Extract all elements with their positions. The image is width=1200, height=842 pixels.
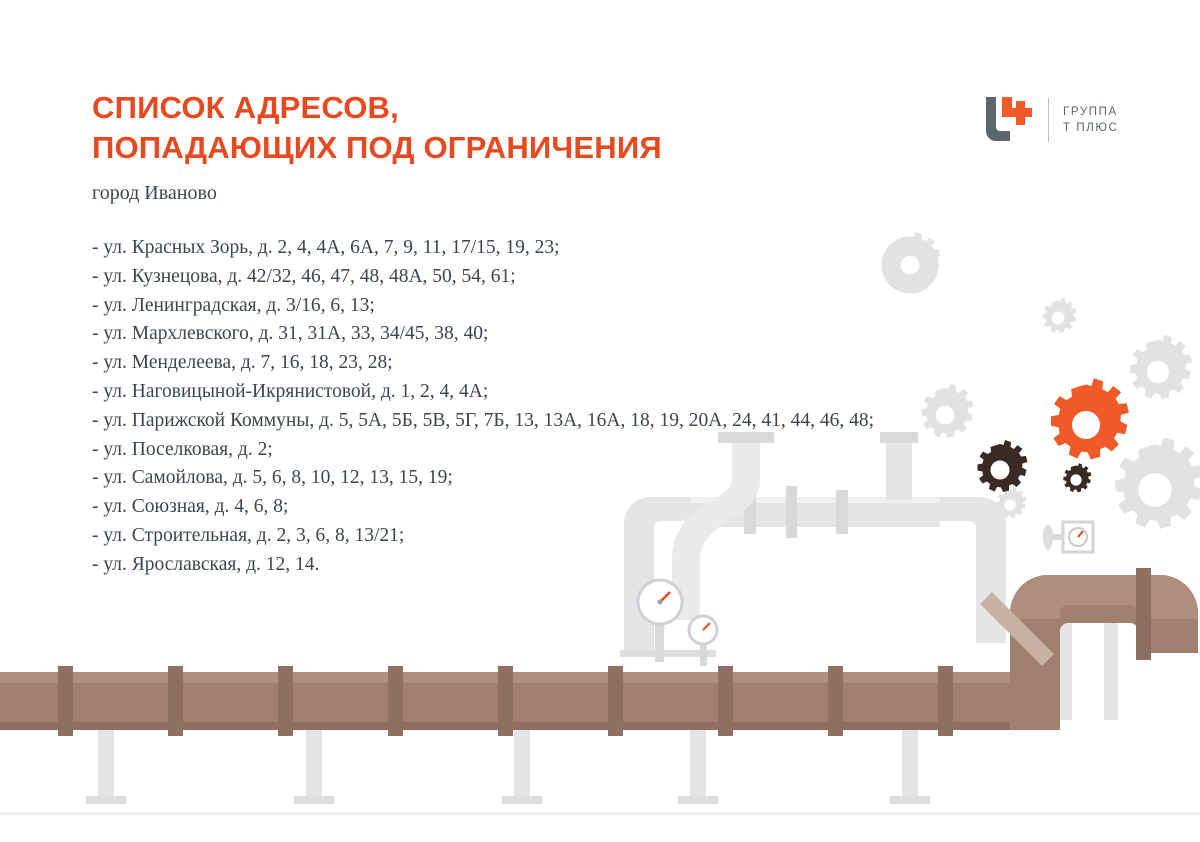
list-item: - ул. Ленинградская, д. 3/16, 6, 13; (92, 294, 375, 316)
brand-logo (978, 92, 1118, 148)
list-item: - ул. Ярославская, д. 12, 14. (92, 553, 320, 575)
list-item: - ул. Менделеева, д. 7, 16, 18, 23, 28; (92, 352, 393, 374)
list-item: - ул. Красных Зорь, д. 2, 4, 4А, 6А, 7, 9, 11, 17/15, 19, 23; (92, 237, 560, 258)
logo-text-line-1: ГРУППА (1063, 106, 1118, 118)
logo-divider (1048, 98, 1049, 142)
ground-line (0, 812, 1200, 815)
list-item: - ул. Поселковая, д. 2; (92, 438, 273, 460)
list-item: - ул. Мархлевского, д. 31, 31А, 33, 34/45, 38, 40; (92, 323, 489, 345)
title-line-2: ПОПАДАЮЩИХ ПОД ОГРАНИЧЕНИЯ (92, 130, 662, 166)
list-item: - ул. Самойлова, д. 5, 6, 8, 10, 12, 13, 15, 19; (92, 467, 453, 489)
city-subtitle: город Иваново (92, 182, 217, 204)
logo-text-line-2: Т ПЛЮС (1063, 122, 1119, 134)
t-plus-logo-icon (978, 95, 1036, 145)
pipe-supports (86, 730, 930, 804)
list-item: - ул. Кузнецова, д. 42/32, 46, 47, 48, 48А, 50, 54, 61; (92, 265, 516, 287)
list-item: - ул. Союзная, д. 4, 6, 8; (92, 496, 289, 518)
pressure-gauge-large-icon (638, 580, 682, 662)
list-item: - ул. Наговицыной-Икрянистовой, д. 1, 2, 4, 4А; (92, 380, 489, 402)
page-title (92, 88, 852, 169)
title-line-1: СПИСОК АДРЕСОВ, (92, 90, 399, 125)
list-item: - ул. Строительная, д. 2, 3, 6, 8, 13/21; (92, 524, 405, 546)
pressure-gauge-small-icon (689, 616, 717, 666)
address-list (92, 234, 1112, 580)
pipe-brown-main (0, 568, 1198, 736)
list-item: - ул. Парижской Коммуны, д. 5, 5А, 5Б, 5В, 5Г, 7Б, 13, 13А, 16А, 18, 19, 20А, 24, 41, 44, 46, 48; (92, 409, 875, 431)
logo-text (1063, 104, 1118, 136)
